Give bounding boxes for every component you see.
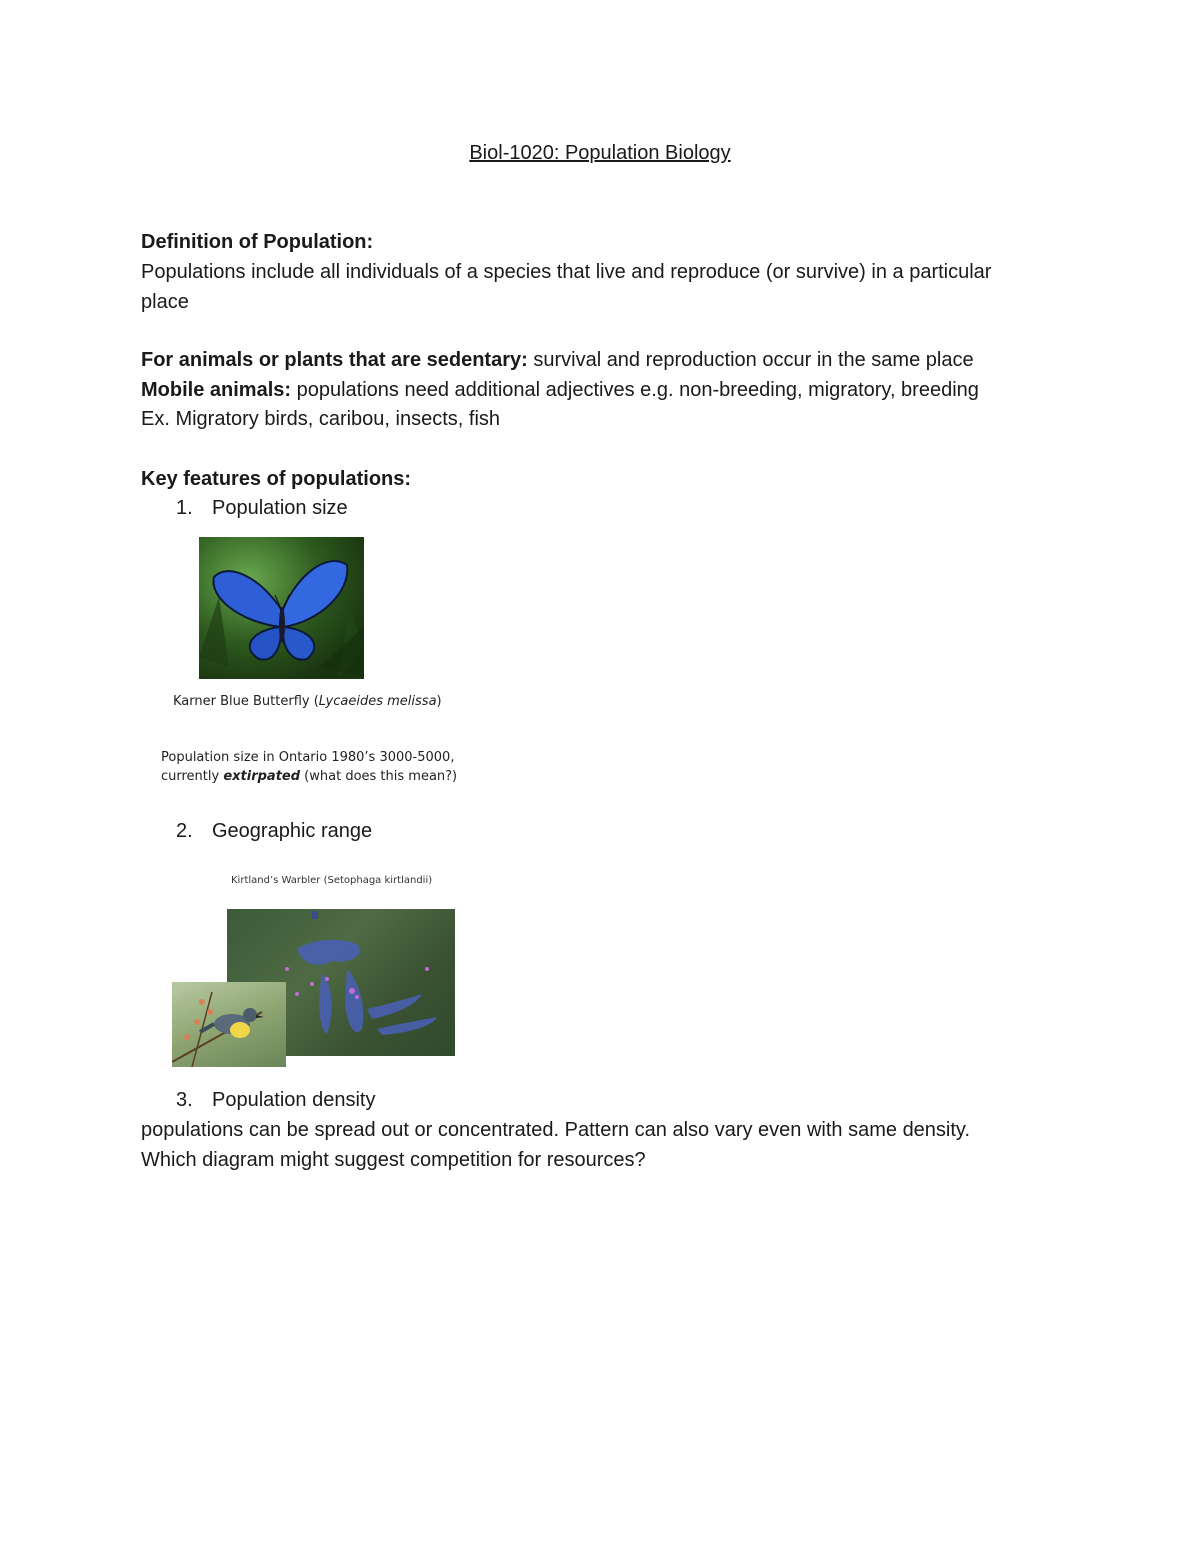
definition-heading: Definition of Population: xyxy=(141,231,374,253)
population-note-prefix: currently xyxy=(161,769,224,784)
kirtlands-warbler-photo xyxy=(172,982,286,1067)
warbler-illustration xyxy=(172,982,286,1067)
definition-text-line1: Populations include all individuals of a species that live and reproduce (or survive) in a particular xyxy=(141,261,992,283)
population-note-line1: Population size in Ontario 1980’s 3000-5000, xyxy=(161,750,455,765)
sedentary-text: survival and reproduction occur in the same place xyxy=(527,349,974,371)
list-label: Population density xyxy=(212,1089,376,1111)
list-number: 1. xyxy=(176,497,193,519)
list-item-geographic-range xyxy=(176,818,372,844)
karner-blue-butterfly-photo xyxy=(199,537,364,679)
mobile-label: Mobile animals: xyxy=(141,379,292,401)
key-features-heading: Key features of populations: xyxy=(141,468,412,490)
example-text: Ex. Migratory birds, caribou, insects, fish xyxy=(141,408,501,430)
list-item-population-size xyxy=(176,495,348,521)
sedentary-label: For animals or plants that are sedentary: xyxy=(141,349,528,371)
density-text-line1: populations can be spread out or concentrated. Pattern can also vary even with same density. xyxy=(141,1119,971,1141)
population-note-emphasis: extirpated xyxy=(223,769,301,784)
sedentary-paragraph xyxy=(141,347,974,373)
list-item-population-density xyxy=(176,1087,375,1113)
butterfly-illustration xyxy=(199,537,364,679)
population-note-line2 xyxy=(161,769,457,784)
mobile-paragraph xyxy=(141,377,979,403)
list-number: 3. xyxy=(176,1089,193,1111)
butterfly-caption-prefix: Karner Blue Butterfly ( xyxy=(173,694,319,709)
mobile-text: populations need additional adjectives e.g. non-breeding, migratory, breeding xyxy=(291,379,979,401)
page-title: Biol-1020: Population Biology xyxy=(469,142,731,164)
warbler-caption: Kirtland’s Warbler (Setophaga kirtlandii) xyxy=(231,875,433,886)
definition-text-line2: place xyxy=(141,291,189,313)
list-number: 2. xyxy=(176,820,193,842)
list-label: Geographic range xyxy=(212,820,373,842)
density-text-line2: Which diagram might suggest competition for resources? xyxy=(141,1149,646,1171)
butterfly-caption-species: Lycaeides melissa xyxy=(318,694,437,709)
butterfly-caption-suffix: ) xyxy=(436,694,442,709)
list-label: Population size xyxy=(212,497,348,519)
butterfly-caption xyxy=(173,694,442,709)
population-note-suffix: (what does this mean?) xyxy=(300,769,458,784)
